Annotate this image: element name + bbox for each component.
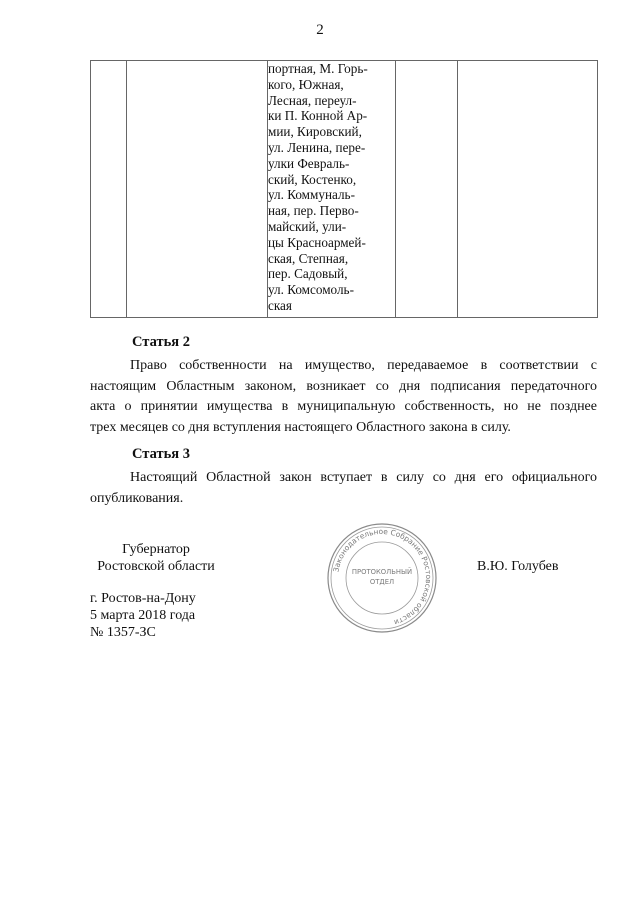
cell-line: цы Красноармей- <box>268 234 366 250</box>
table-cell-streets <box>268 61 396 318</box>
cell-line: ул. Комсомоль- <box>268 282 354 298</box>
cell-line: Лесная, переул- <box>268 92 357 108</box>
footer-date: 5 марта 2018 года <box>90 608 196 623</box>
table-cell-5 <box>458 61 598 318</box>
paragraph-line: трех месяцев со дня вступления настоящего Областного закона в силу. <box>90 419 511 435</box>
page-number: 2 <box>316 22 324 38</box>
cell-line: ская, Степная, <box>268 250 349 266</box>
footer-number: № 1357-ЗС <box>90 625 156 640</box>
svg-text:ПРОТОКОЛЬНЫЙ: ПРОТОКОЛЬНЫЙ <box>351 568 413 576</box>
article-3-title: Статья 3 <box>132 446 190 462</box>
signatory-title-line: Губернатор <box>122 542 190 557</box>
cell-line: ул. Коммуналь- <box>268 187 355 203</box>
signatory-title-line: Ростовской области <box>97 559 215 574</box>
footer-city: г. Ростов-на-Дону <box>90 591 196 606</box>
signatory-title <box>90 541 222 575</box>
document-footer <box>90 590 196 641</box>
paragraph-line: опубликования. <box>90 490 184 506</box>
cell-line: ул. Ленина, пере- <box>268 139 366 155</box>
seal-stamp-icon <box>326 522 438 634</box>
table-cell-1 <box>91 61 127 318</box>
cell-line: пер. Садовый, <box>268 266 348 282</box>
article-3-text <box>90 468 597 509</box>
cell-line: портная, М. Горь- <box>268 61 368 76</box>
article-2-title: Статья 2 <box>132 334 190 350</box>
signatory-name: В.Ю. Голубев <box>477 559 559 574</box>
cell-line: ки П. Конной Ар- <box>268 108 368 124</box>
svg-text:Законодательное Собрание Росто: Законодательное Собрание Ростовской области <box>331 526 434 628</box>
svg-text:ОТДЕЛ: ОТДЕЛ <box>369 578 395 586</box>
cell-line: ская <box>268 297 292 313</box>
paragraph-line: акта о принятии имущества в муниципальную собственность, но не позднее <box>90 399 597 414</box>
table-cell-4 <box>396 61 458 318</box>
cell-line: ский, Костенко, <box>268 171 357 187</box>
cell-line: ная, пер. Перво- <box>268 203 359 219</box>
table-cell-2 <box>127 61 268 318</box>
paragraph-line: Настоящий Областной закон вступает в силу со дня его официального <box>130 470 597 485</box>
table-row <box>91 61 598 318</box>
continuation-table <box>90 60 598 318</box>
paragraph-line: Право собственности на имущество, передаваемое в соответствии с <box>130 358 597 373</box>
cell-line: майский, ули- <box>268 218 347 234</box>
cell-line: улки Февраль- <box>268 155 350 171</box>
cell-line: кого, Южная, <box>268 76 344 92</box>
paragraph-line: настоящим Областным законом, возникает со дня подписания передаточного <box>90 378 597 394</box>
article-2-text <box>90 356 597 438</box>
cell-line: мии, Кировский, <box>268 124 362 140</box>
